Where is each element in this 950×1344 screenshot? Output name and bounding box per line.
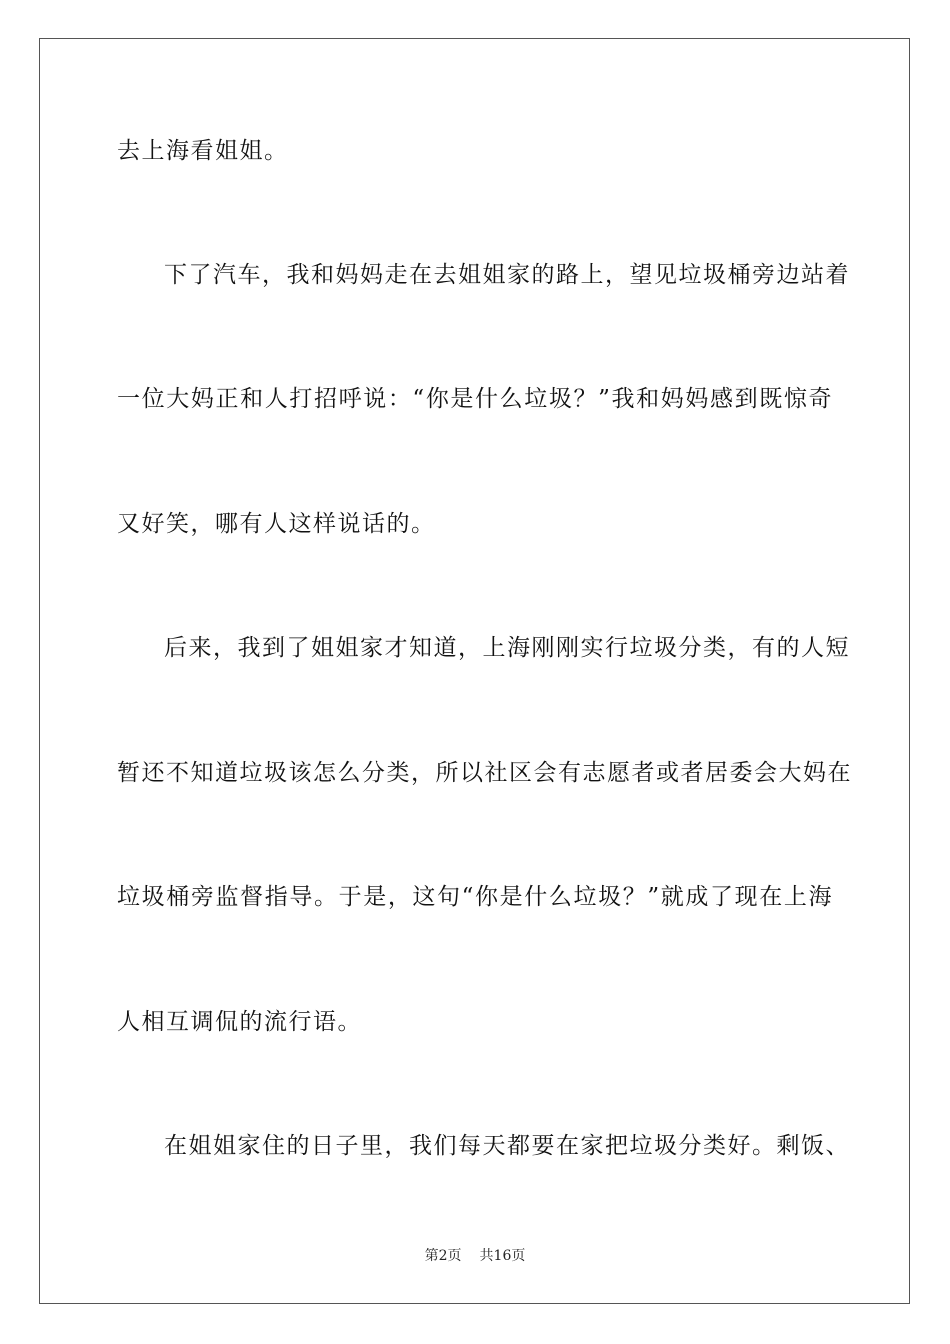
text-line-2: 下了汽车，我和妈妈走在去姐姐家的路上，望见垃圾桶旁边站着 [164,262,850,288]
page-frame [39,38,910,1304]
text-line-9: 在姐姐家住的日子里，我们每天都要在家把垃圾分类好。剩饭、 [164,1133,850,1159]
page-number: 第2页 [424,1248,462,1264]
text-line-5: 后来，我到了姐姐家才知道，上海刚刚实行垃圾分类，有的人短 [164,635,850,661]
text-line-3: 一位大妈正和人打招呼说：“你是什么垃圾？”我和妈妈感到既惊奇 [117,386,833,412]
page-footer [0,1247,950,1265]
text-line-8: 人相互调侃的流行语。 [117,1009,362,1035]
text-line-7: 垃圾桶旁监督指导。于是，这句“你是什么垃圾？”就成了现在上海 [117,884,833,910]
page-total: 共16页 [479,1248,526,1264]
text-line-1: 去上海看姐姐。 [117,138,289,164]
text-line-4: 又好笑，哪有人这样说话的。 [117,511,436,537]
text-line-6: 暂还不知道垃圾该怎么分类，所以社区会有志愿者或者居委会大妈在 [117,760,852,786]
